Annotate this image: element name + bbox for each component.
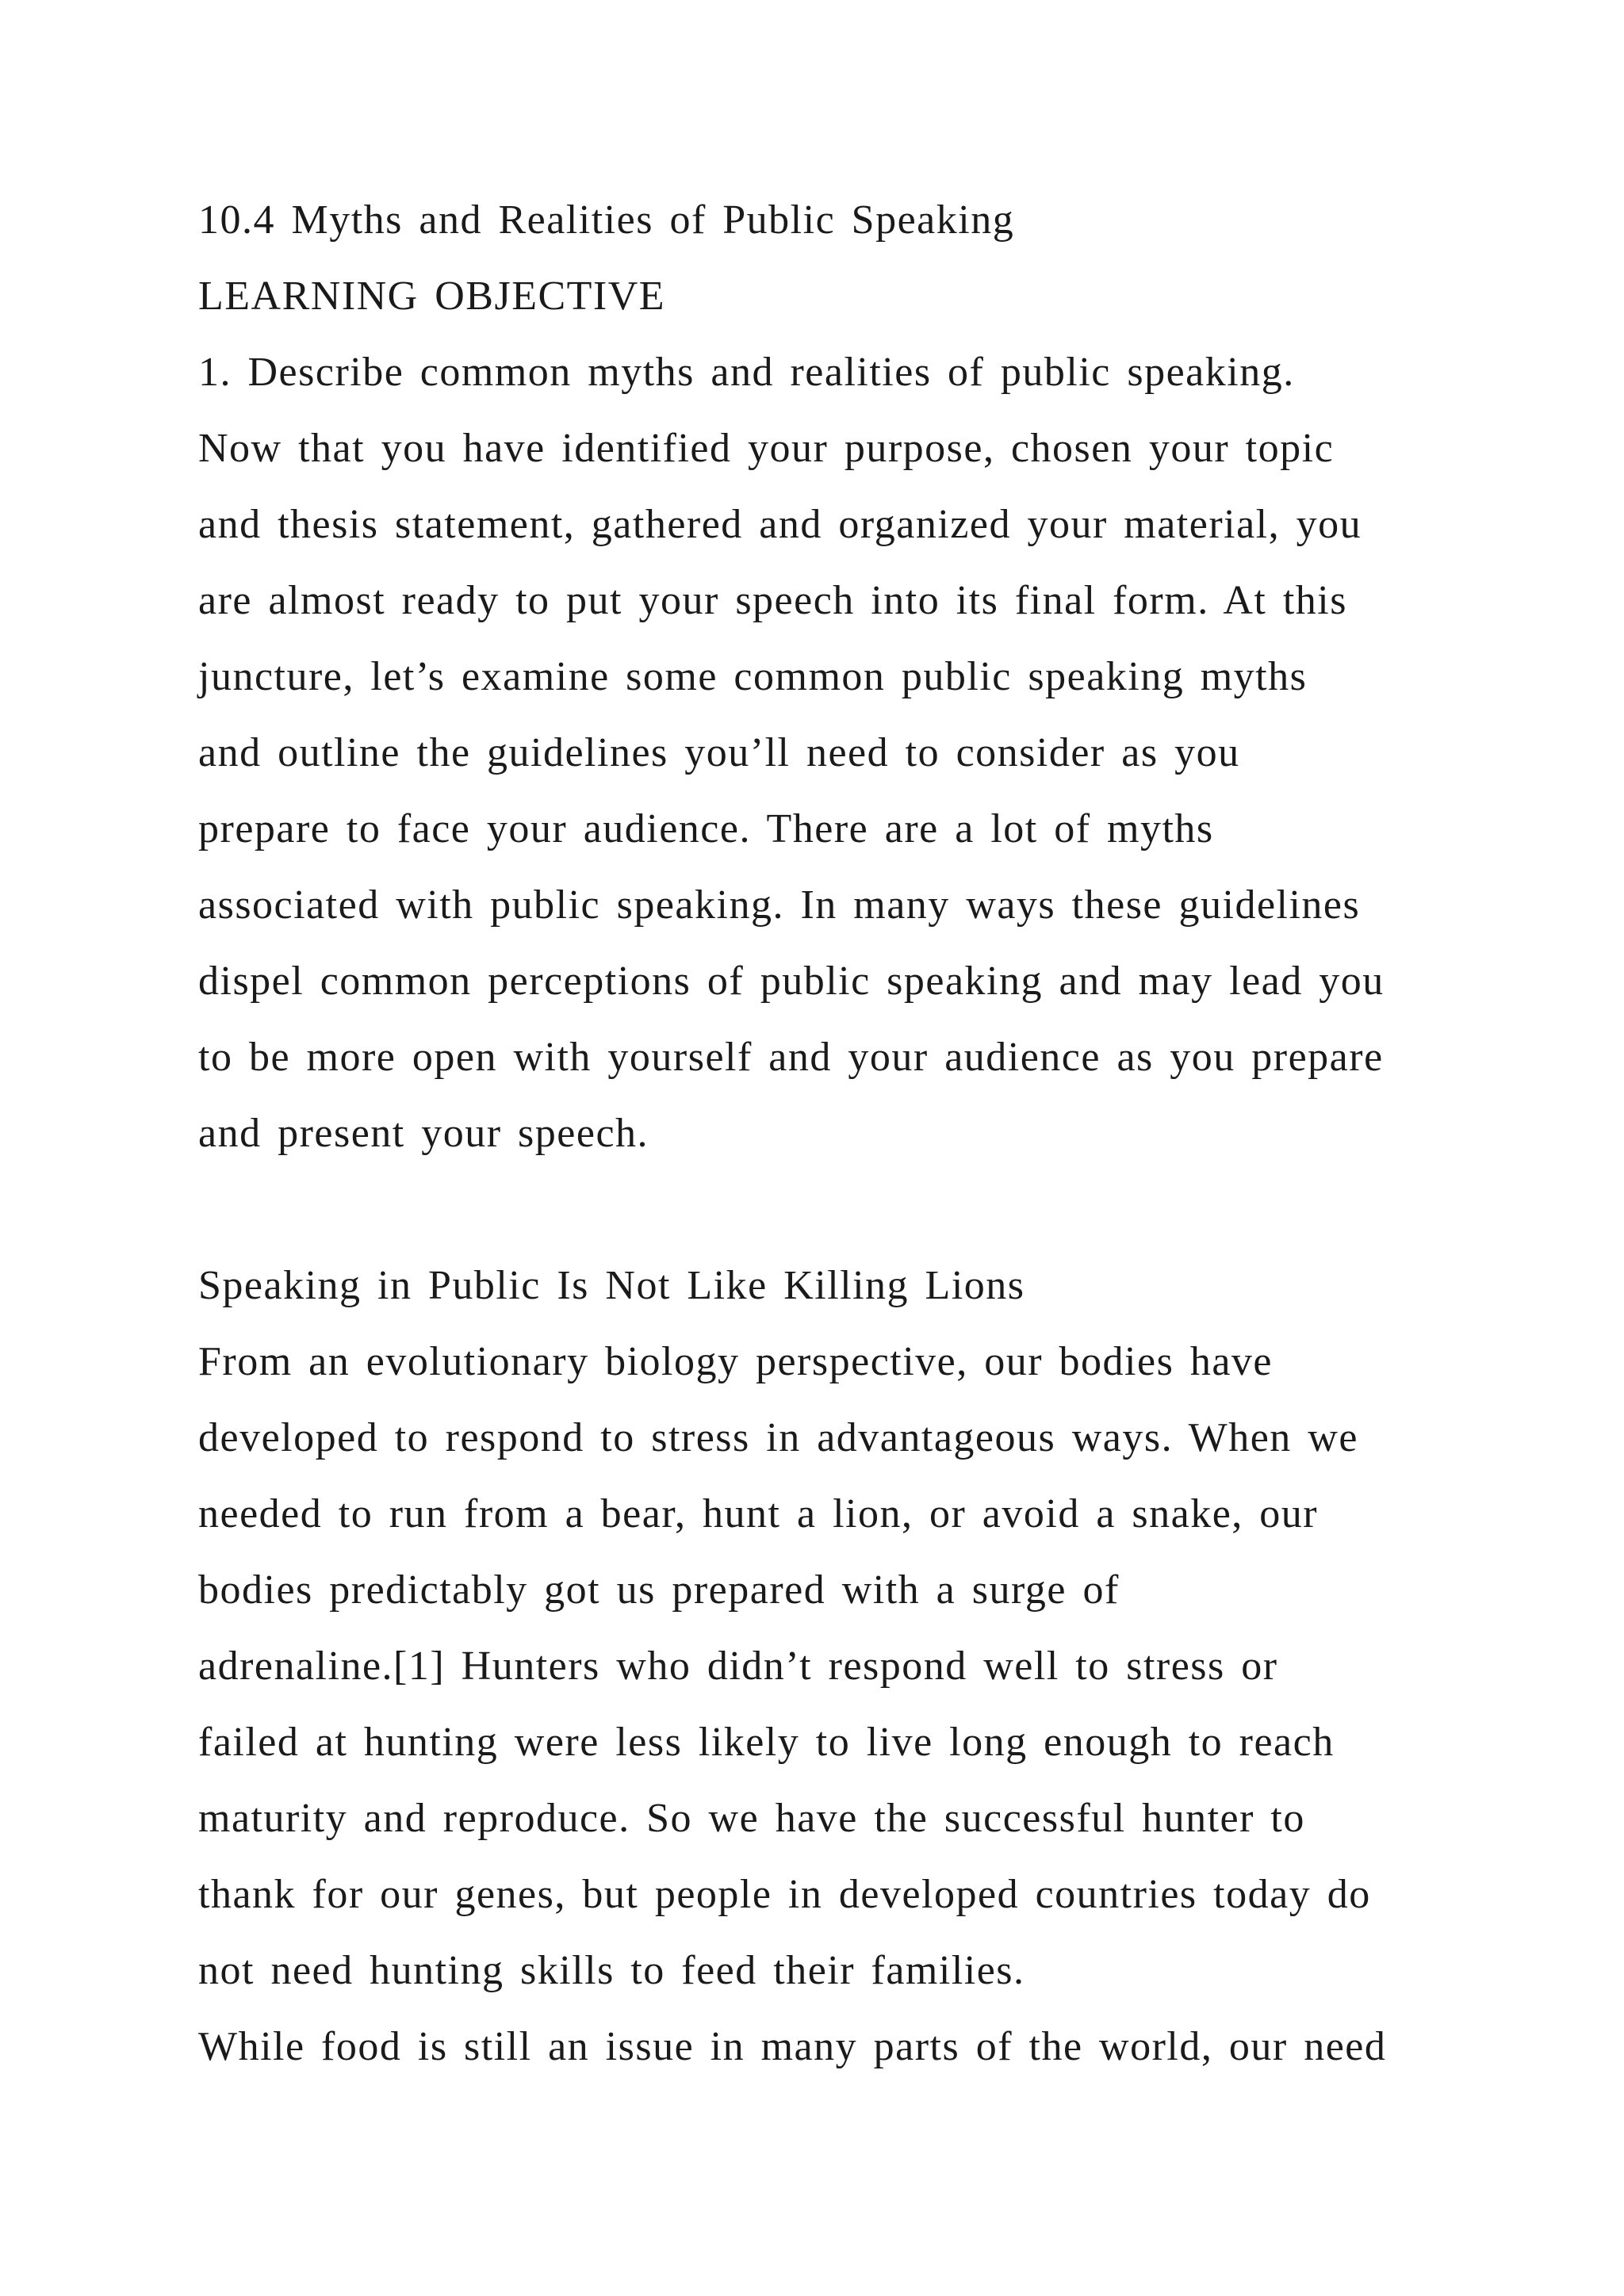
paragraph-line: and present your speech.: [198, 1111, 649, 1156]
paragraph-line: maturity and reproduce. So we have the successful hunter to: [198, 1796, 1305, 1841]
paragraph-line: bodies predictably got us prepared with a surge of: [198, 1567, 1120, 1613]
paragraph-line: Now that you have identified your purpose, chosen your topic: [198, 426, 1335, 471]
paragraph-line: are almost ready to put your speech into its final form. At this: [198, 578, 1347, 623]
paragraph-line: and thesis statement, gathered and organized your material, you: [198, 502, 1362, 547]
paragraph-line: adrenaline.[1] Hunters who didn’t respond well to stress or: [198, 1644, 1278, 1689]
paragraph-line: While food is still an issue in many parts of the world, our need: [198, 2024, 1387, 2069]
learning-objective-heading: LEARNING OBJECTIVE: [198, 274, 666, 319]
paragraph-line: dispel common perceptions of public speaking and may lead you: [198, 959, 1385, 1004]
paragraph-line: juncture, let’s examine some common public speaking myths: [198, 654, 1308, 699]
subsection-heading: Speaking in Public Is Not Like Killing Lions: [198, 1263, 1025, 1308]
paragraph-line: to be more open with yourself and your audience as you prepare: [198, 1035, 1384, 1080]
paragraph-line: not need hunting skills to feed their families.: [198, 1948, 1025, 1993]
paragraph-line: failed at hunting were less likely to live long enough to reach: [198, 1720, 1335, 1765]
paragraph-line: and outline the guidelines you’ll need to consider as you: [198, 730, 1240, 775]
paragraph-line: needed to run from a bear, hunt a lion, or avoid a snake, our: [198, 1491, 1319, 1536]
section-title: 10.4 Myths and Realities of Public Speaking: [198, 197, 1015, 243]
paragraph-line: associated with public speaking. In many ways these guidelines: [198, 882, 1361, 928]
paragraph-line: prepare to face your audience. There are a lot of myths: [198, 806, 1214, 851]
objective-item: 1. Describe common myths and realities of public speaking.: [198, 350, 1295, 395]
paragraph-line: developed to respond to stress in advantageous ways. When we: [198, 1415, 1358, 1460]
paragraph-line: From an evolutionary biology perspective, our bodies have: [198, 1339, 1273, 1384]
paragraph-line: thank for our genes, but people in developed countries today do: [198, 1872, 1371, 1917]
